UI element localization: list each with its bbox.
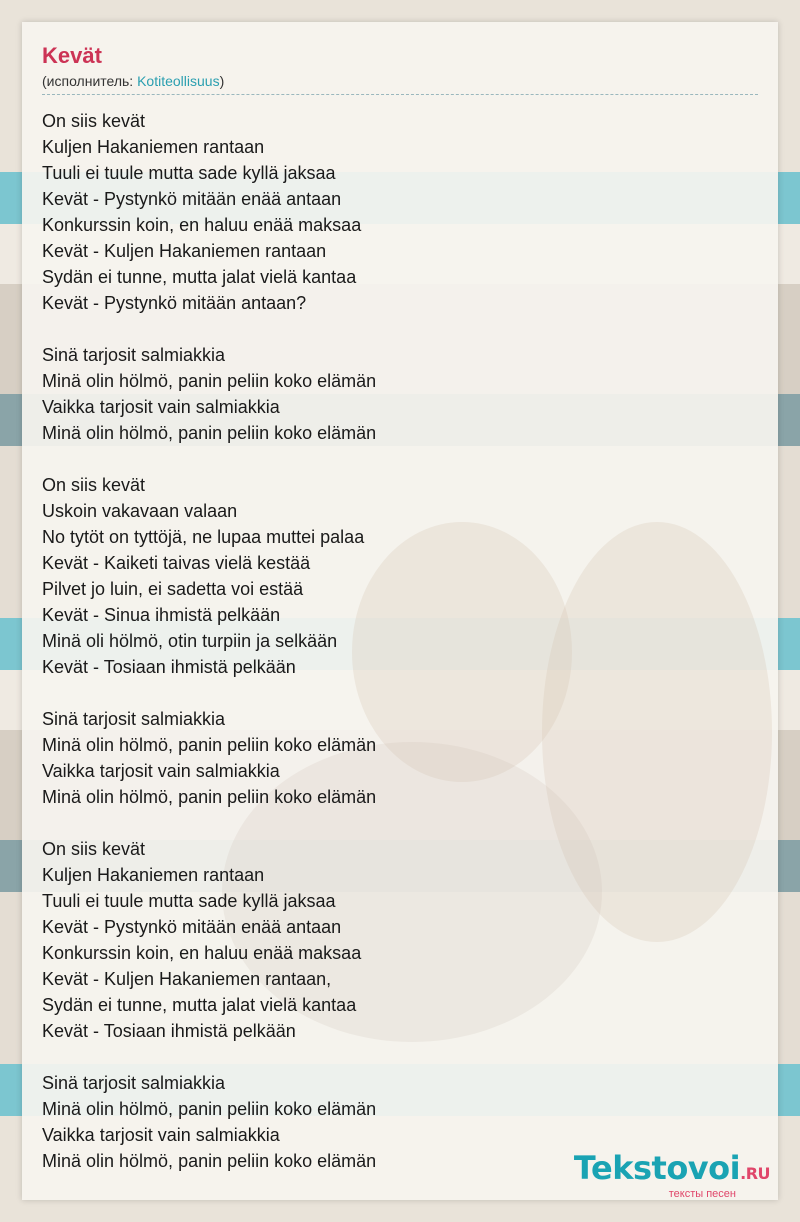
lyrics-line: Kevät - Kuljen Hakaniemen rantaan — [42, 241, 327, 261]
lyrics-stanza — [42, 706, 758, 810]
lyrics-card — [22, 22, 778, 1200]
lyrics-line: Kevät - Pystynkö mitään enää antaan — [42, 917, 342, 937]
lyrics-line: On siis kevät — [42, 475, 146, 495]
lyrics-line: Minä olin hölmö, panin peliin koko elämän — [42, 787, 377, 807]
lyrics-line: Kevät - Kaiketi taivas vielä kestää — [42, 553, 311, 573]
lyrics-line: Sinä tarjosit salmiakkia — [42, 1073, 226, 1093]
lyrics-body — [42, 108, 758, 1174]
logo-tagline: тексты песен — [668, 1188, 736, 1200]
artist-link[interactable]: Kotiteollisuus — [137, 73, 220, 89]
lyrics-line: Minä oli hölmö, otin turpiin ja selkään — [42, 631, 338, 651]
lyrics-line: No tytöt on tyttöjä, ne lupaa muttei palaa — [42, 527, 365, 547]
lyrics-line: Kevät - Pystynkö mitään enää antaan — [42, 189, 342, 209]
lyrics-line: Kuljen Hakaniemen rantaan — [42, 137, 265, 157]
lyrics-line: Sinä tarjosit salmiakkia — [42, 345, 226, 365]
lyrics-line: Sydän ei tunne, mutta jalat vielä kantaa — [42, 995, 357, 1015]
lyrics-line: Minä olin hölmö, panin peliin koko elämän — [42, 1151, 377, 1171]
lyrics-line: On siis kevät — [42, 839, 146, 859]
lyrics-line: Kevät - Sinua ihmistä pelkään — [42, 605, 281, 625]
logo-name: Tekstovoi — [573, 1149, 741, 1187]
song-title: Kevät — [42, 43, 102, 68]
lyrics-line: Vaikka tarjosit vain salmiakkia — [42, 761, 280, 781]
lyrics-line: Kevät - Pystynkö mitään antaan? — [42, 293, 307, 313]
lyrics-line: Uskoin vakavaan valaan — [42, 501, 238, 521]
lyrics-line: Kevät - Tosiaan ihmistä pelkään — [42, 657, 296, 677]
lyrics-line: Konkurssin koin, en haluu enää maksaa — [42, 215, 362, 235]
lyrics-line: Kevät - Tosiaan ihmistä pelkään — [42, 1021, 296, 1041]
artist-suffix: ) — [219, 73, 225, 89]
lyrics-content — [42, 42, 758, 1200]
logo-tld: .RU — [740, 1164, 770, 1183]
lyrics-line: Konkurssin koin, en haluu enää maksaa — [42, 943, 362, 963]
site-logo[interactable] — [573, 1149, 770, 1200]
lyrics-line: Minä olin hölmö, panin peliin koko elämän — [42, 1099, 377, 1119]
lyrics-stanza — [42, 836, 758, 1044]
lyrics-line: Minä olin hölmö, panin peliin koko elämän — [42, 371, 377, 391]
lyrics-line: Tuuli ei tuule mutta sade kyllä jaksaa — [42, 891, 336, 911]
lyrics-line: Kuljen Hakaniemen rantaan — [42, 865, 265, 885]
lyrics-line: Tuuli ei tuule mutta sade kyllä jaksaa — [42, 163, 336, 183]
lyrics-line: Sydän ei tunne, mutta jalat vielä kantaa — [42, 267, 357, 287]
lyrics-line: Sinä tarjosit salmiakkia — [42, 709, 226, 729]
lyrics-line: Minä olin hölmö, panin peliin koko elämän — [42, 735, 377, 755]
artist-prefix: (исполнитель: — [42, 73, 138, 89]
lyrics-line: Minä olin hölmö, panin peliin koko elämän — [42, 423, 377, 443]
lyrics-line: Vaikka tarjosit vain salmiakkia — [42, 1125, 280, 1145]
lyrics-stanza — [42, 472, 758, 680]
lyrics-line: On siis kevät — [42, 111, 146, 131]
lyrics-line: Vaikka tarjosit vain salmiakkia — [42, 397, 280, 417]
lyrics-stanza — [42, 342, 758, 446]
lyrics-line: Kevät - Kuljen Hakaniemen rantaan, — [42, 969, 332, 989]
artist-line — [42, 72, 758, 95]
lyrics-line: Pilvet jo luin, ei sadetta voi estää — [42, 579, 304, 599]
lyrics-stanza — [42, 108, 758, 316]
